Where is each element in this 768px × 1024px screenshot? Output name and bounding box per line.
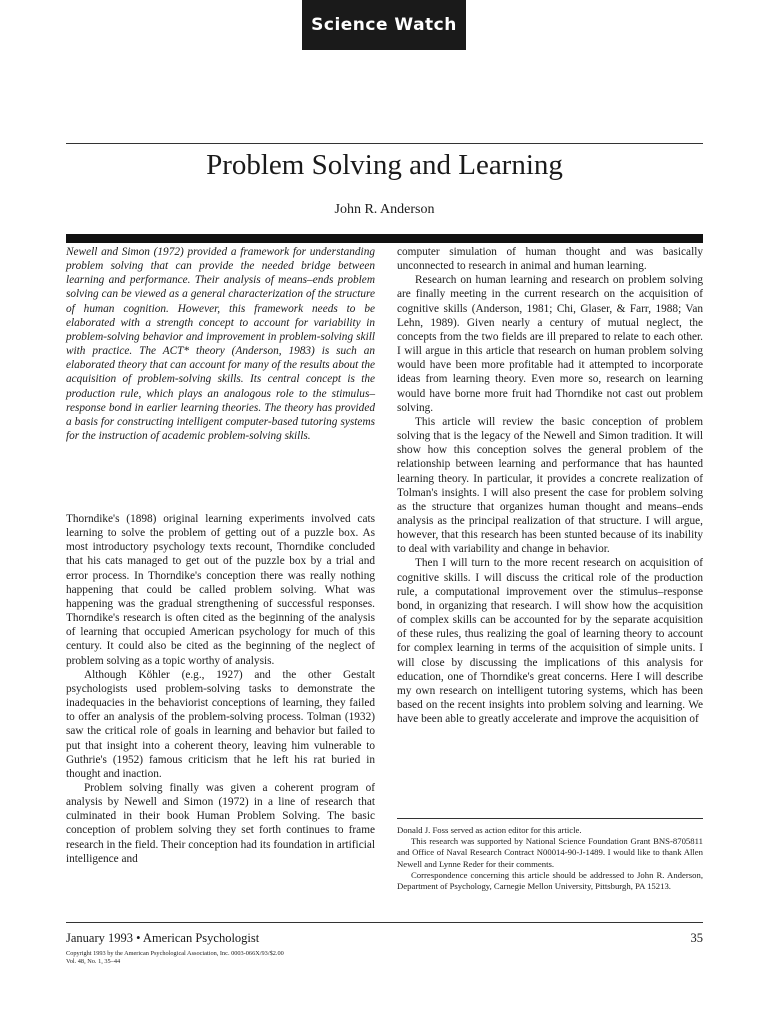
body-paragraph: Thorndike's (1898) original learning experiments involved cats learning to solve the problem of getting out of a puzzle box. As most introductory psychology texts recount, Thorndike concluded that his cats managed to get out of the puzzle box by a trial and error process. In Thorndike's conception there was really nothing happening that could be called problem solving. What was happening was the gradual strengthening of successful responses. Thorndike's research is often cited as the beginning of the analysis of learning that occupied American psychology for much of this century. It could also be cited as the beginning of the neglect of problem solving as a topic worthy of analysis. [66, 513, 375, 667]
body-paragraph: Problem solving finally was given a coherent program of analysis by Newell and Simon (1972) in a line of research that culminated in their book Human Problem Solving. The basic conception of problem solving they set forth continues to frame research in the field. Their conception had its foundation in artificial intelligence and [66, 781, 375, 865]
footnote: This research was supported by National Science Foundation Grant BNS-8705811 and Office of Naval Research Contract N00014-90-J-1489. I would like to thank Allen Newell and Lynne Reder for their comments. [397, 836, 703, 869]
body-paragraph: Research on human learning and research on problem solving are finally meeting in the current research on the acquisition of cognitive skills (Anderson, 1981; Chi, Glaser, & Farr, 1988; Van Lehn, 1989). Given nearly a century of mutual neglect, the concepts from the two fields are ill prepared to relate to each other. I will argue in this article that research on human problem solving would have been more profitable had it attempted to incorporate ideas from learning theory. Even more so, research on learning would have borne more fruit had Thorndike not cast out problem solving. [397, 274, 703, 414]
footnote-rule [397, 818, 703, 819]
footnotes [397, 825, 703, 892]
footer-rule [66, 922, 703, 923]
body-paragraph: Then I will turn to the more recent research on acquisition of cognitive skills. I will discuss the critical role of the production rule, a computational improvement over the stimulus–response bond, in organizing that research. I will show how the acquisition of complex skills can be accounted for by the separate acquisition of these rules, thus realizing the goal of learning theory to account for complex learning in terms of the acquisition of simple units. I will close by discussing the implications of this analysis for education, one of Thorndike's great concerns. Here I will describe my own research on intelligent tutoring systems, which has been based on the recent insights into problem solving and learning. We have been able to greatly accelerate and improve the acquisition of [397, 557, 703, 726]
article-author: John R. Anderson [334, 202, 435, 217]
section-header: Science Watch [302, 0, 466, 50]
right-column [397, 245, 703, 726]
title-rule [66, 143, 703, 144]
abstract-rule [66, 234, 703, 243]
footnote: Correspondence concerning this article should be addressed to John R. Anderson, Department of Psychology, Carnegie Mellon University, Pittsburgh, PA 15213. [397, 869, 703, 892]
page-number: 35 [690, 931, 703, 945]
abstract [66, 245, 375, 443]
volume-line: Vol. 48, No. 1, 35–44 [66, 958, 121, 965]
copyright-notice [66, 950, 284, 966]
footnote: Donald J. Foss served as action editor for this article. [397, 825, 582, 835]
journal-name: January 1993 • American Psychologist [66, 931, 260, 945]
body-paragraph: computer simulation of human thought and was basically unconnected to research in animal and human learning. [397, 246, 703, 273]
left-column [66, 512, 375, 866]
article-title: Problem Solving and Learning [206, 149, 563, 181]
abstract-text: Newell and Simon (1972) provided a framework for understanding problem solving that can provide the needed bridge between learning and performance. Their analysis of means–ends problem solving can be viewed as a general characterization of the structure of human cognition. However, this framework needs to be elaborated with a strength concept to account for variability in problem-solving behavior and improvement in problem-solving skill with practice. The ACT* theory (Anderson, 1983) is such an elaborated theory that can account for many of the results about the acquisition of problem-solving skills. Its central concept is the production rule, which plays an analogous role to the stimulus–response bond in earlier learning theories. The theory has provided a basis for constructing intelligent computer-based tutoring systems for the instruction of academic problem-solving skills. [66, 246, 375, 443]
body-paragraph: Although Köhler (e.g., 1927) and the other Gestalt psychologists used problem-solving tasks to demonstrate the inadequacies in the behaviorist conceptions of learning, they failed to offer an analysis of the problem-solving process. Tolman (1932) saw the critical role of goals in learning and behavior but failed to put that insight into a coherent theory, leaving him vulnerable to Guthrie's (1952) famous criticism that he left his rat buried in thought and inaction. [66, 668, 375, 780]
body-paragraph: This article will review the basic conception of problem solving that is the legacy of the Newell and Simon tradition. It will show how this conception solves the general problem of the relationship between learning and performance that has haunted learning theory. In particular, it provides a concrete realization of Tolman's insights. I will also present the case for problem solving as the structure that organizes human thought and means–ends analysis as the principal realization of that structure. I will argue, however, that this research has been stunted because of its inability to deal with variability and change in behavior. [397, 415, 703, 556]
copyright-line: Copyright 1993 by the American Psychological Association, Inc. 0003-066X/93/$2.00 [66, 950, 284, 957]
